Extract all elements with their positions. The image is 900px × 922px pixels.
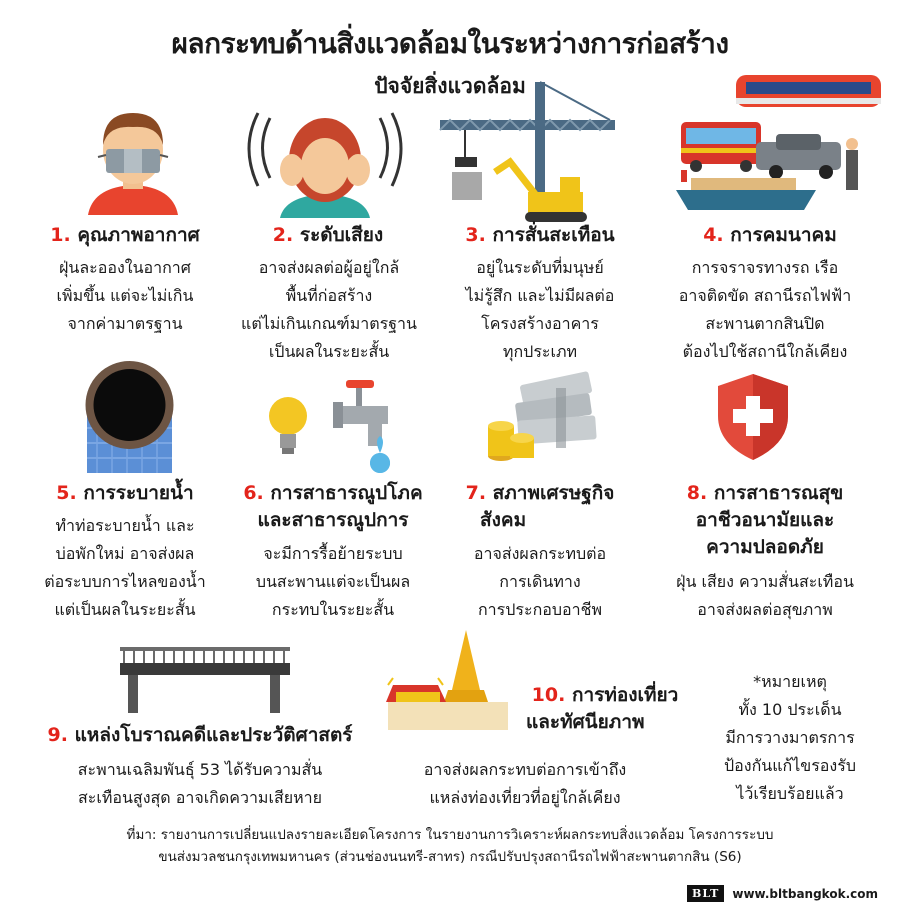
item-8-desc: ฝุ่น เสียง ความสั่นสะเทือน อาจส่งผลต่อสุขภาพ xyxy=(676,572,854,619)
item-5-heading: 5. การระบายน้ำ xyxy=(56,482,194,504)
item-2-desc: อาจส่งผลต่อผู้อยู่ใกล้ พื้นที่ก่อสร้าง แต่ไม่เกินเกณฑ์มาตรฐาน เป็นผลในระยะสั้น xyxy=(241,258,417,361)
item-10-heading: 10. การท่องเที่ยว และทัศนียภาพ xyxy=(526,684,679,733)
health-shield-icon xyxy=(716,372,790,462)
page-subtitle: ปัจจัยสิ่งแวดล้อม xyxy=(374,74,526,98)
item-6-desc: จะมีการรื้อย้ายระบบ บนสะพานแต่จะเป็นผล กระทบในระยะสั้น xyxy=(255,544,411,619)
item-5-desc: ทำท่อระบายน้ำ และ บ่อพักใหม่ อาจส่งผล ต่อระบบการไหลของน้ำ แต่เป็นผลในระยะสั้น xyxy=(44,516,206,619)
temple-icon xyxy=(388,630,508,730)
item-4-desc: การจราจรทางรถ เรือ อาจติดขัด สถานีรถไฟฟ้า สะพานตากสินปิด ต้องไปใช้สถานีใกล้เคียง xyxy=(678,258,852,361)
utilities-icon xyxy=(268,378,408,473)
item-7-heading: 7. สภาพเศรษฐกิจ สังคม xyxy=(465,482,615,531)
item-3-desc: อยู่ในระดับที่มนุษย์ ไม่รู้สึก และไม่มีผลต่อ โครงสร้างอาคาร ทุกประเภท xyxy=(465,258,615,361)
item-2-heading: 2. ระดับเสียง xyxy=(272,224,384,246)
item-1-heading: 1. คุณภาพอากาศ xyxy=(50,224,200,246)
item-10-desc: อาจส่งผลกระทบต่อการเข้าถึง แหล่งท่องเที่ยวที่อยู่ใกล้เคียง xyxy=(423,760,627,807)
covering-ears-icon xyxy=(240,108,410,218)
crane-excavator-icon xyxy=(440,82,620,222)
item-3-heading: 3. การสั่นสะเทือน xyxy=(465,224,615,246)
face-mask-icon xyxy=(78,105,188,215)
item-4-heading: 4. การคมนาคม xyxy=(703,224,837,246)
item-9-desc: สะพานเฉลิมพันธุ์ 53 ได้รับความสั่น สะเทือนสูงสุด อาจเกิดความเสียหาย xyxy=(77,760,323,807)
remark-note: *หมายเหตุ ทั้ง 10 ประเด็น มีการวางมาตรการ ป้องกันแก้ไขรองรับ ไว้เรียบร้อยแล้ว xyxy=(724,672,856,803)
page-title: ผลกระทบด้านสิ่งแวดล้อมในระหว่างการก่อสร้าง xyxy=(171,27,729,60)
item-7-desc: อาจส่งผลกระทบต่อ การเดินทาง การประกอบอาชีพ xyxy=(473,544,607,619)
bridge-icon xyxy=(120,643,290,713)
money-icon xyxy=(486,368,606,468)
brand-url: www.bltbangkok.com xyxy=(732,886,878,901)
item-9-heading: 9. แหล่งโบราณคดีและประวัติศาสตร์ xyxy=(47,724,353,746)
source-citation: ที่มา: รายงานการเปลี่ยนแปลงรายละเอียดโครงการ ในรายงานการวิเคราะห์ผลกระทบสิ่งแวดล้อม โครงการระบบ ขนส่งมวลชนกรุงเทพมหานคร (ส่วนช่องนนทรี-สาทร) กรณีปรับปรุงสถานีรถไฟฟ้าสะพานตากสิน (S6) xyxy=(126,827,774,865)
brand-logo: BLT xyxy=(687,885,724,902)
transport-icon xyxy=(676,70,886,220)
item-6-heading: 6. การสาธารณูปโภค และสาธารณูปการ xyxy=(243,482,423,531)
brand-footer xyxy=(687,885,878,902)
item-8-heading: 8. การสาธารณสุข อาชีวอนามัยและ ความปลอดภัย xyxy=(686,482,844,558)
item-1-desc: ฝุ่นละอองในอากาศ เพิ่มขึ้น แต่จะไม่เกิน จากค่ามาตรฐาน xyxy=(56,258,194,333)
drain-pipe-icon xyxy=(82,358,177,473)
